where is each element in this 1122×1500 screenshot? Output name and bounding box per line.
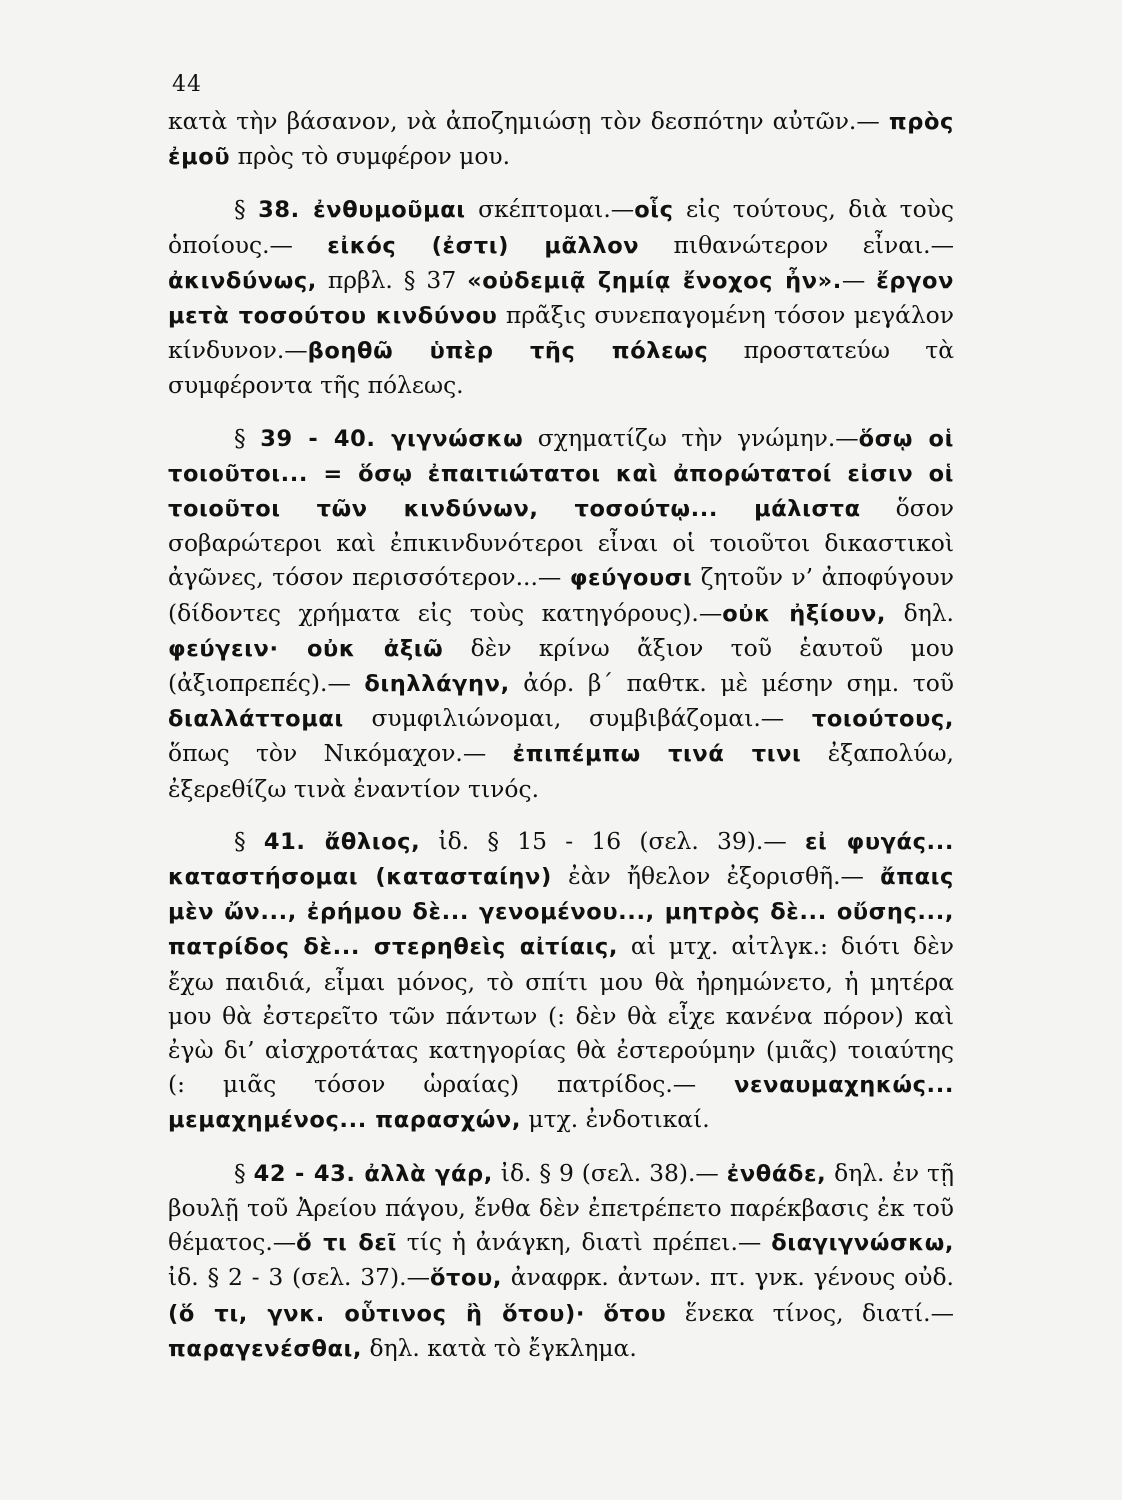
paragraph-0 [168,104,954,174]
paragraph-section-39-40 [168,421,954,806]
lemma-bold: ὅσῳ οἱ τοιοῦτοι... = ὅσῳ ἐπαιτιώτατοι καὶ ἀπορώτατοί εἰσιν οἱ τοιοῦτοι τῶν κινδύνων, τοσούτῳ... μάλιστα [168,425,954,523]
gloss-text: δηλ. ἐν τῇ βουλῇ τοῦ Ἀρείου πάγου, ἔνθα δὲν ἐπετρέπετο παρέκβασις ἐκ τοῦ θέματος.— [168,1158,954,1257]
paragraph-section-41 [168,824,954,1138]
gloss-text: πρβλ. § 37 [316,265,468,294]
gloss-text: ἐξαπολύω, ἐξερεθίζω τινὰ ἐναντίον τινός. [168,739,954,803]
page-number: 44 [172,72,202,97]
gloss-text: τίς ἡ ἀνάγκη, διατὶ πρέπει.— [396,1228,772,1257]
gloss-text: § [234,826,264,855]
gloss-text: δηλ. [886,598,954,627]
lemma-bold: 38. ἐνθυμοῦμαι [258,197,466,224]
lemma-bold: πρὸς ἐμοῦ [168,109,954,171]
lemma-bold: οὐκ ἠξίουν, [722,600,887,627]
gloss-text: ὅσον σοβαρώτεροι καὶ ἐπικινδυνότεροι εἶναι οἱ τοιοῦτοι δικαστικοὶ ἀγῶνες, τόσον περισσότερον...— [168,494,954,592]
lemma-bold: φεύγειν· οὐκ ἀξιῶ [168,635,444,662]
lemma-bold: εἰκός (ἐστι) μᾶλλον [327,232,640,259]
gloss-text: προστατεύω τὰ συμφέροντα τῆς πόλεως. [168,336,954,400]
gloss-text: αἱ μτχ. αἰτλγκ.: διότι δὲν ἔχω παιδιά, εἶμαι μόνος, τὸ σπίτι μου θὰ ἠρημώνετο, ἡ μητέρα μου θὰ ἐστερεῖτο τῶν πάντων (: δὲν θὰ εἶχε κανένα πόρον) καὶ ἐγὼ δι’ αἰσχροτάτας κατηγορίας θὰ ἐστερούμην (μιᾶς) τοιαύτης (: μιᾶς τόσον ὡραίας) πατρίδος.— [168,932,955,1099]
lemma-bold: διηλλάγην, [364,671,510,698]
gloss-text: § [234,195,259,224]
gloss-text: δηλ. κατὰ τὸ ἔγκλημα. [362,1333,637,1362]
lemma-bold: βοηθῶ ὑπὲρ τῆς πόλεως [307,338,709,365]
gloss-text: § [234,1158,254,1187]
gloss-text: ὅπως τὸν Νικόμαχον.— [168,739,513,768]
lemma-bold: (ὅ τι, γνκ. οὗτινος ἢ ὅτου)· [168,1300,585,1327]
lemma-bold: τοιούτους, [811,706,954,733]
gloss-text: σκέπτομαι.— [465,195,635,224]
lemma-bold: ἔργον μετὰ τοσούτου κινδύνου [168,267,955,330]
gloss-text: συμφιλιώνομαι, συμβιβάζομαι.— [343,704,812,733]
lemma-bold: 39 - 40. γιγνώσκω [260,425,524,452]
lemma-bold: νεναυμαχηκώς... μεμαχημένος... παρασχών, [168,1072,954,1134]
paragraph-section-42-43 [168,1156,954,1366]
gloss-text: § [234,423,261,452]
lemma-bold: διαγιγνώσκω, [771,1230,954,1257]
lemma-bold: εἰ φυγάς... καταστήσομαι (κατασταίην) [168,828,954,891]
gloss-text: πρὸς τὸ συμφέρον μου. [230,142,511,171]
lemma-bold: 42 - 43. ἀλλὰ γάρ, [253,1160,493,1187]
lemma-bold: 41. ἄθλιος, [263,828,421,855]
lemma-bold: «οὐδεμιᾷ ζημίᾳ ἔνοχος ἦν». [467,267,842,294]
lemma-bold: διαλλάττομαι [168,706,344,733]
gloss-text: ἀόρ. β΄ παθτκ. μὲ μέσην σημ. τοῦ [509,669,954,698]
commentary-text [168,104,954,1366]
gloss-text: — [841,265,877,294]
lemma-bold: παραγενέσθαι, [168,1335,363,1362]
paragraph-section-38 [168,192,954,402]
gloss-text: σχηματίζω τὴν γνώμην.— [523,423,859,452]
gloss-text: ἀναφρκ. ἀντων. πτ. γνκ. γένους οὐδ. [502,1263,954,1292]
gloss-text: ἰδ. § 9 (σελ. 38).— [492,1158,727,1187]
gloss-text: ἕνεκα τίνος, διατί.— [666,1298,955,1327]
gloss-text [585,1299,603,1327]
gloss-text: ἰδ. § 2 - 3 (σελ. 37).— [168,1263,430,1292]
gloss-text: κατὰ τὴν βάσανον, νὰ ἀποζημιώσῃ τὸν δεσπότην αὐτῶν.— [168,107,889,135]
lemma-bold: ἐπιπέμπω τινά τινι [512,741,802,768]
lemma-bold: ὅτου [603,1300,667,1327]
gloss-text: δὲν κρίνω ἄξιον τοῦ ἑαυτοῦ μου (ἀξιοπρεπές).— [168,633,954,698]
gloss-text: εἰς τούτους, διὰ τοὺς ὁποίους.— [168,195,954,259]
gloss-text: ἐὰν ἤθελον ἐξορισθῆ.— [551,862,881,891]
gloss-text: ἰδ. § 15 - 16 (σελ. 39).— [420,826,805,855]
lemma-bold: φεύγουσι [569,565,693,592]
gloss-text: πρᾶξις συνεπαγομένη τόσον μεγάλον κίνδυνον.— [168,301,954,365]
gloss-text: ζητοῦν ν’ ἀποφύγουν (δίδοντες χρήματα εἰς τοὺς κατηγόρους).— [168,563,954,627]
gloss-text: μτχ. ἐνδοτικαί. [521,1105,710,1134]
lemma-bold: ὅ τι δεῖ [296,1230,397,1257]
lemma-bold: οἷς [634,197,674,224]
lemma-bold: ἄπαις μὲν ὤν..., ἐρήμου δὲ... γενομένου..., μητρὸς δὲ... οὔσης..., πατρίδος δὲ... στερηθεὶς αἰτίαις, [168,864,954,961]
lemma-bold: ἀκινδύνως, [168,267,317,294]
lemma-bold: ἐνθάδε, [726,1160,827,1187]
gloss-text: πιθανώτερον εἶναι.— [639,230,955,259]
lemma-bold: ὅτου, [429,1265,503,1292]
